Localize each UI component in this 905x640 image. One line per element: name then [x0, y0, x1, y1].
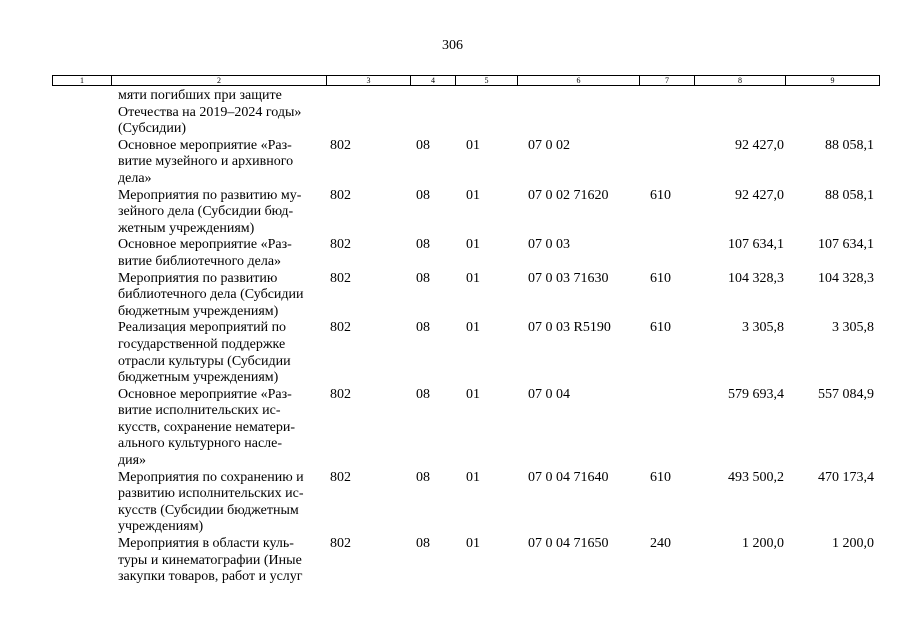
- subsection-code: 01: [466, 237, 480, 253]
- description-line: Мероприятия по сохранению и: [118, 469, 304, 485]
- department-code: 802: [330, 270, 351, 286]
- header-col-3: 3: [327, 76, 411, 86]
- row-description: [118, 470, 328, 536]
- subsection-code: 01: [466, 270, 480, 286]
- description-line: витие библиотечного дела»: [118, 253, 282, 269]
- section-code: 08: [416, 270, 430, 286]
- description-line: Основное мероприятие «Раз-: [118, 386, 292, 402]
- table-row: [0, 138, 905, 188]
- amount-year-2: 557 084,9: [818, 386, 874, 402]
- table-row: [0, 536, 905, 586]
- description-line: дия»: [118, 453, 147, 469]
- amount-year-2: 88 058,1: [825, 187, 874, 203]
- target-article-code: 07 0 03 71630: [528, 270, 609, 286]
- header-col-6: 6: [518, 76, 640, 86]
- description-line: бюджетным учреждениям): [118, 370, 279, 386]
- expense-type-code: 610: [650, 469, 671, 485]
- department-code: 802: [330, 386, 351, 402]
- department-code: 802: [330, 536, 351, 552]
- header-col-4: 4: [411, 76, 456, 86]
- department-code: 802: [330, 237, 351, 253]
- row-description: [118, 387, 328, 470]
- amount-year-2: 1 200,0: [832, 536, 874, 552]
- description-line: кусств, сохранение нематери-: [118, 419, 296, 435]
- amount-year-1: 104 328,3: [728, 270, 784, 286]
- department-code: 802: [330, 469, 351, 485]
- description-line: витие музейного и архивного: [118, 154, 294, 170]
- description-line: Основное мероприятие «Раз-: [118, 237, 292, 253]
- section-code: 08: [416, 320, 430, 336]
- description-line: закупки товаров, работ и услуг: [118, 569, 303, 585]
- amount-year-1: 3 305,8: [742, 320, 784, 336]
- table-row: [0, 320, 905, 386]
- amount-year-1: 493 500,2: [728, 469, 784, 485]
- header-row: [53, 76, 880, 86]
- subsection-code: 01: [466, 320, 480, 336]
- department-code: 802: [330, 137, 351, 153]
- target-article-code: 07 0 03 R5190: [528, 320, 611, 336]
- section-code: 08: [416, 386, 430, 402]
- description-line: мяти погибших при защите: [118, 88, 282, 103]
- target-article-code: 07 0 04: [528, 386, 570, 402]
- table-row: [0, 88, 905, 138]
- subsection-code: 01: [466, 137, 480, 153]
- description-line: Мероприятия по развитию му-: [118, 187, 302, 203]
- description-line: Мероприятия в области куль-: [118, 536, 294, 552]
- description-line: дела»: [118, 170, 152, 186]
- row-description: [118, 271, 328, 321]
- section-code: 08: [416, 237, 430, 253]
- table-row: [0, 188, 905, 238]
- amount-year-1: 92 427,0: [735, 187, 784, 203]
- expense-type-code: 610: [650, 320, 671, 336]
- expense-type-code: 610: [650, 270, 671, 286]
- description-line: библиотечного дела (Субсидии: [118, 287, 304, 303]
- amount-year-1: 107 634,1: [728, 237, 784, 253]
- target-article-code: 07 0 04 71650: [528, 536, 609, 552]
- table-row: [0, 237, 905, 270]
- section-code: 08: [416, 187, 430, 203]
- description-line: ального культурного насле-: [118, 436, 283, 452]
- header-col-2: 2: [112, 76, 327, 86]
- row-description: [118, 536, 328, 586]
- subsection-code: 01: [466, 536, 480, 552]
- description-line: государственной поддержке: [118, 336, 286, 352]
- table-row: [0, 470, 905, 536]
- amount-year-2: 104 328,3: [818, 270, 874, 286]
- amount-year-1: 1 200,0: [742, 536, 784, 552]
- description-line: Мероприятия по развитию: [118, 270, 278, 286]
- amount-year-1: 579 693,4: [728, 386, 784, 402]
- subsection-code: 01: [466, 187, 480, 203]
- description-line: витие исполнительских ис-: [118, 403, 281, 419]
- amount-year-2: 470 173,4: [818, 469, 874, 485]
- row-description: [118, 88, 328, 138]
- target-article-code: 07 0 03: [528, 237, 570, 253]
- row-description: [118, 237, 328, 270]
- department-code: 802: [330, 187, 351, 203]
- row-description: [118, 188, 328, 238]
- target-article-code: 07 0 04 71640: [528, 469, 609, 485]
- amount-year-2: 107 634,1: [818, 237, 874, 253]
- row-description: [118, 320, 328, 386]
- target-article-code: 07 0 02: [528, 137, 570, 153]
- subsection-code: 01: [466, 469, 480, 485]
- section-code: 08: [416, 469, 430, 485]
- page-number: 306: [442, 38, 463, 53]
- description-line: Реализация мероприятий по: [118, 320, 287, 336]
- target-article-code: 07 0 02 71620: [528, 187, 609, 203]
- expense-type-code: 610: [650, 187, 671, 203]
- expense-type-code: 240: [650, 536, 671, 552]
- description-line: кусств (Субсидии бюджетным: [118, 502, 299, 518]
- description-line: бюджетным учреждениям): [118, 303, 279, 319]
- description-line: Отечества на 2019–2024 годы»: [118, 104, 302, 120]
- department-code: 802: [330, 320, 351, 336]
- description-line: туры и кинематографии (Иные: [118, 552, 302, 568]
- section-code: 08: [416, 137, 430, 153]
- description-line: зейного дела (Субсидии бюд-: [118, 204, 294, 220]
- table-row: [0, 387, 905, 470]
- description-line: учреждениям): [118, 519, 204, 535]
- column-number-header: [52, 75, 880, 86]
- subsection-code: 01: [466, 386, 480, 402]
- header-col-9: 9: [786, 76, 880, 86]
- table-body: [0, 88, 905, 586]
- amount-year-2: 88 058,1: [825, 137, 874, 153]
- section-code: 08: [416, 536, 430, 552]
- description-line: жетным учреждениям): [118, 220, 255, 236]
- header-col-7: 7: [640, 76, 695, 86]
- description-line: Основное мероприятие «Раз-: [118, 137, 292, 153]
- table-row: [0, 271, 905, 321]
- description-line: отрасли культуры (Субсидии: [118, 353, 291, 369]
- header-col-5: 5: [456, 76, 518, 86]
- description-line: (Субсидии): [118, 121, 187, 137]
- row-description: [118, 138, 328, 188]
- header-col-1: 1: [53, 76, 112, 86]
- header-col-8: 8: [695, 76, 786, 86]
- amount-year-2: 3 305,8: [832, 320, 874, 336]
- amount-year-1: 92 427,0: [735, 137, 784, 153]
- description-line: развитию исполнительских ис-: [118, 486, 304, 502]
